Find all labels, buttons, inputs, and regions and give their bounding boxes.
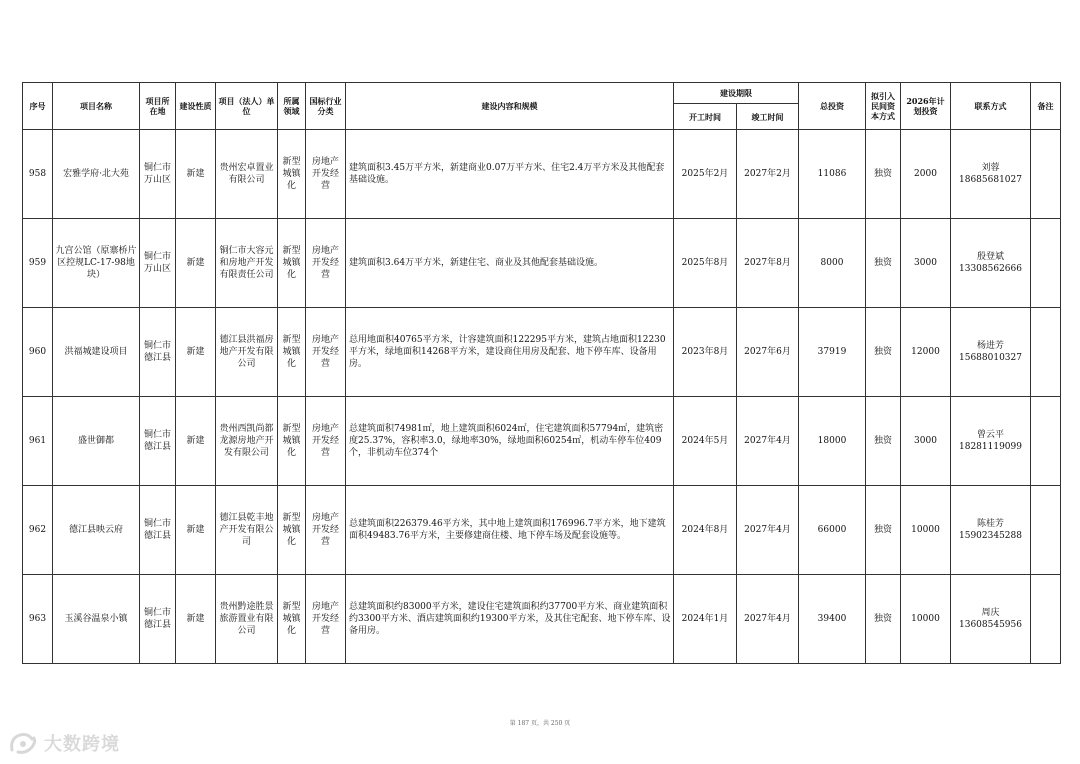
cell-nature: 新建 [176, 308, 216, 397]
contact-phone: 15688010327 [959, 353, 1022, 363]
header-method: 拟引入民间资本方式 [866, 83, 901, 130]
cell-unit: 贵州宏卓置业有限公司 [216, 130, 278, 219]
cell-field: 新型城镇化 [278, 130, 306, 219]
cell-content: 建筑面积3.45万平方米，新建商业0.07万平方米、住宅2.4万平方米及其他配套基础设施。 [346, 130, 674, 219]
cell-unit: 贵州黔途胜景旅游置业有限公司 [216, 575, 278, 664]
cell-unit: 德江县洪福房地产开发有限公司 [216, 308, 278, 397]
cell-location: 铜仁市德江县 [140, 575, 176, 664]
cell-name: 九宫公馆（原寨桥片区控规LC-17-98地块） [53, 219, 140, 308]
table-row [23, 308, 1061, 397]
cell-seq: 962 [23, 486, 53, 575]
project-table-container [22, 82, 1060, 664]
cell-start: 2025年2月 [674, 130, 737, 219]
cell-start: 2024年1月 [674, 575, 737, 664]
cell-name: 玉溪谷温泉小镇 [53, 575, 140, 664]
header-remark: 备注 [1031, 83, 1061, 130]
header-start: 开工时间 [674, 104, 737, 130]
cell-contact [951, 308, 1031, 397]
table-row [23, 219, 1061, 308]
project-table [22, 82, 1061, 664]
cell-end: 2027年4月 [737, 575, 799, 664]
header-field: 所属领域 [278, 83, 306, 130]
cell-nature: 新建 [176, 397, 216, 486]
cell-investment: 18000 [799, 397, 866, 486]
cell-contact [951, 397, 1031, 486]
cell-content: 总建筑面积74981㎡，地上建筑面积6024㎡，住宅建筑面积57794㎡，建筑密度25.37%，容积率3.0，绿地率30%，绿地面积60254㎡，机动车停车位409个，非机动车位374个 [346, 397, 674, 486]
cell-contact [951, 219, 1031, 308]
contact-phone: 18685681027 [959, 175, 1022, 185]
cell-contact [951, 486, 1031, 575]
cell-end: 2027年4月 [737, 486, 799, 575]
cell-remark [1031, 308, 1061, 397]
cell-end: 2027年4月 [737, 397, 799, 486]
cell-method: 独资 [866, 397, 901, 486]
cell-method: 独资 [866, 575, 901, 664]
cell-seq: 963 [23, 575, 53, 664]
contact-phone: 15902345288 [959, 531, 1022, 541]
cell-investment: 39400 [799, 575, 866, 664]
table-header [23, 83, 1061, 130]
cell-start: 2024年5月 [674, 397, 737, 486]
cell-name: 洪福城建设项目 [53, 308, 140, 397]
cell-contact [951, 575, 1031, 664]
cell-content: 总用地面积40765平方米，计容建筑面积122295平方米，建筑占地面积12230平方米，绿地面积14268平方米，建设商住用房及配套、地下停车库、设备用房。 [346, 308, 674, 397]
cell-end: 2027年8月 [737, 219, 799, 308]
cell-seq: 958 [23, 130, 53, 219]
cell-plan2026: 3000 [901, 219, 951, 308]
table-body [23, 130, 1061, 664]
cell-nature: 新建 [176, 575, 216, 664]
header-content: 建设内容和规模 [346, 83, 674, 130]
cell-unit: 铜仁市大容元和房地产开发有限责任公司 [216, 219, 278, 308]
cell-location: 铜仁市德江县 [140, 397, 176, 486]
cell-method: 独资 [866, 219, 901, 308]
cell-location: 铜仁市万山区 [140, 130, 176, 219]
table-row [23, 486, 1061, 575]
header-unit: 项目（法人）单位 [216, 83, 278, 130]
cell-investment: 37919 [799, 308, 866, 397]
cell-name: 德江县映云府 [53, 486, 140, 575]
cell-start: 2025年8月 [674, 219, 737, 308]
cell-content: 总建筑面积226379.46平方米，其中地上建筑面积176996.7平方米，地下建筑面积49483.76平方米，主要修建商住楼、地下停车场及配套设施等。 [346, 486, 674, 575]
contact-name: 曾云平 [976, 430, 1004, 440]
table-row [23, 397, 1061, 486]
cell-content: 建筑面积3.64万平方米，新建住宅、商业及其他配套基础设施。 [346, 219, 674, 308]
table-row [23, 130, 1061, 219]
cell-field: 新型城镇化 [278, 575, 306, 664]
contact-name: 殷登斌 [976, 252, 1004, 262]
watermark-text: 大数跨境 [44, 734, 120, 755]
cell-investment: 66000 [799, 486, 866, 575]
cell-contact [951, 130, 1031, 219]
header-investment: 总投资 [799, 83, 866, 130]
cell-location: 铜仁市万山区 [140, 219, 176, 308]
header-seq: 序号 [23, 83, 53, 130]
cell-industry: 房地产开发经营 [306, 130, 346, 219]
contact-name: 杨进芳 [976, 341, 1004, 351]
cell-remark [1031, 397, 1061, 486]
header-period: 建设期限 [674, 83, 799, 104]
cell-plan2026: 10000 [901, 575, 951, 664]
page-footer: 第 187 页，共 250 页 [509, 720, 571, 727]
cell-plan2026: 3000 [901, 397, 951, 486]
cell-nature: 新建 [176, 486, 216, 575]
cell-plan2026: 2000 [901, 130, 951, 219]
header-location: 项目所在地 [140, 83, 176, 130]
cell-nature: 新建 [176, 219, 216, 308]
cell-plan2026: 10000 [901, 486, 951, 575]
cell-end: 2027年2月 [737, 130, 799, 219]
contact-name: 周庆 [981, 608, 1000, 618]
cell-field: 新型城镇化 [278, 486, 306, 575]
cell-nature: 新建 [176, 130, 216, 219]
cell-seq: 961 [23, 397, 53, 486]
header-industry: 国标行业分类 [306, 83, 346, 130]
header-name: 项目名称 [53, 83, 140, 130]
header-nature: 建设性质 [176, 83, 216, 130]
cell-investment: 11086 [799, 130, 866, 219]
contact-name: 刘蓉 [981, 163, 1000, 173]
cell-remark [1031, 486, 1061, 575]
cell-seq: 960 [23, 308, 53, 397]
header-contact: 联系方式 [951, 83, 1031, 130]
cell-name: 宏雅学府·北大苑 [53, 130, 140, 219]
cell-field: 新型城镇化 [278, 308, 306, 397]
cell-unit: 德江县乾丰地产开发有限公司 [216, 486, 278, 575]
cell-start: 2023年8月 [674, 308, 737, 397]
cell-industry: 房地产开发经营 [306, 308, 346, 397]
contact-phone: 13608545956 [959, 620, 1022, 630]
cell-content: 总建筑面积约83000平方米，建设住宅建筑面积约37700平方米、商业建筑面积约3300平方米、酒店建筑面积约19300平方米，及其住宅配套、地下停车库、设备用房。 [346, 575, 674, 664]
cell-industry: 房地产开发经营 [306, 219, 346, 308]
header-plan2026: 2026年计划投资 [901, 83, 951, 130]
cell-remark [1031, 219, 1061, 308]
contact-phone: 13308562666 [959, 264, 1022, 274]
cell-method: 独资 [866, 308, 901, 397]
cell-start: 2024年8月 [674, 486, 737, 575]
cell-industry: 房地产开发经营 [306, 397, 346, 486]
table-row [23, 575, 1061, 664]
cell-industry: 房地产开发经营 [306, 575, 346, 664]
cell-plan2026: 12000 [901, 308, 951, 397]
contact-phone: 18281119099 [959, 442, 1022, 452]
cell-location: 铜仁市德江县 [140, 308, 176, 397]
header-end: 竣工时间 [737, 104, 799, 130]
cell-industry: 房地产开发经营 [306, 486, 346, 575]
contact-name: 陈桂芳 [976, 519, 1004, 529]
cell-field: 新型城镇化 [278, 219, 306, 308]
watermark [8, 730, 120, 756]
cell-location: 铜仁市德江县 [140, 486, 176, 575]
cell-end: 2027年6月 [737, 308, 799, 397]
watermark-logo-icon [8, 730, 38, 756]
cell-unit: 贵州西凯尚都龙源房地产开发有限公司 [216, 397, 278, 486]
cell-method: 独资 [866, 486, 901, 575]
cell-remark [1031, 130, 1061, 219]
cell-name: 盛世御都 [53, 397, 140, 486]
cell-field: 新型城镇化 [278, 397, 306, 486]
cell-seq: 959 [23, 219, 53, 308]
cell-remark [1031, 575, 1061, 664]
cell-method: 独资 [866, 130, 901, 219]
cell-investment: 8000 [799, 219, 866, 308]
